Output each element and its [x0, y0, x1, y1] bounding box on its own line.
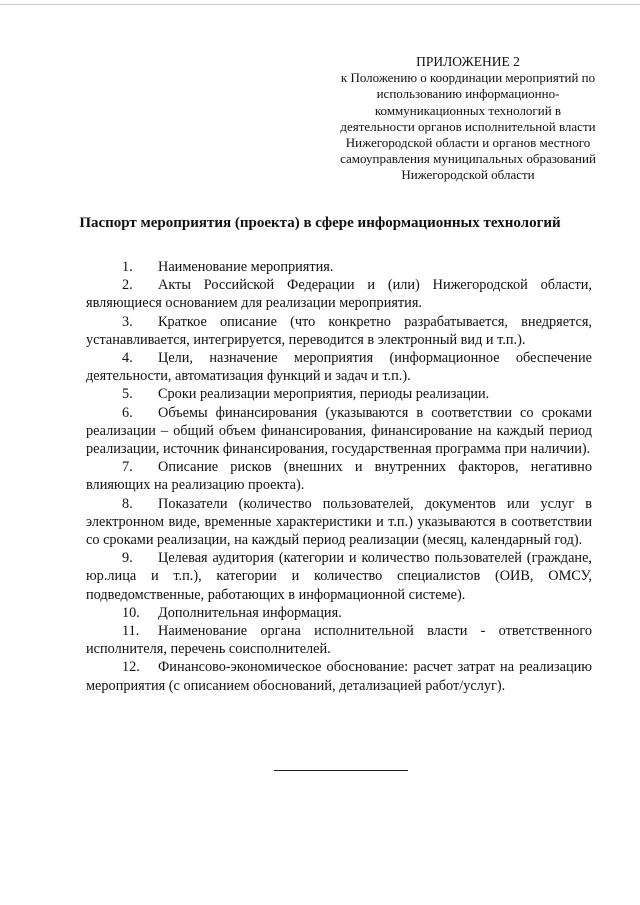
list-item — [86, 495, 592, 550]
item-number: 4. — [122, 350, 133, 367]
item-text: Краткое описание (что конкретно разрабатывается, внедряется, устанавливается, интегрируется, переводится в электронный вид и т.п.). — [86, 313, 592, 348]
item-text: Дополнительная информация. — [158, 604, 342, 621]
appendix-line: использованию информационно- — [376, 86, 560, 102]
item-text: Показатели (количество пользователей, документов или услуг в электронном виде, временные характеристики и т.п.) указываются в соответствии со сроками реализации, на каждый период реализации (месяц, календарный год). — [86, 495, 592, 549]
item-number: 11. — [122, 623, 140, 640]
list-item — [86, 313, 592, 349]
appendix-line: Нижегородской области — [401, 167, 535, 183]
appendix-block — [318, 54, 618, 184]
item-text: Наименование мероприятия. — [158, 259, 334, 275]
item-text: Цели, назначение мероприятия (информационное обеспечение деятельности, автоматизация функций и задач и т.п.). — [86, 350, 592, 385]
list-item — [86, 404, 592, 459]
item-number: 9. — [122, 550, 133, 567]
item-text: Сроки реализации мероприятия, периоды реализации. — [158, 386, 490, 403]
item-text: Объемы финансирования (указываются в соответствии со сроками реализации – общий объем финансирования, финансирование на каждый период реализации, источник финансирования, государственная программа при наличии). — [86, 404, 592, 458]
items-list — [86, 258, 592, 695]
appendix-line: деятельности органов исполнительной власти — [340, 118, 596, 134]
list-item — [86, 549, 592, 604]
item-number: 7. — [122, 459, 133, 476]
list-item — [86, 276, 592, 312]
list-item — [86, 349, 592, 385]
appendix-line: Нижегородской области и органов местного — [345, 135, 591, 151]
list-item — [86, 258, 592, 276]
item-number: 12. — [122, 659, 140, 676]
item-number: 5. — [122, 386, 133, 403]
item-number: 1. — [122, 259, 133, 275]
item-number: 8. — [122, 495, 133, 512]
appendix-line: коммуникационных технологий в — [374, 102, 562, 118]
item-text: Целевая аудитория (категории и количество пользователей (граждане, юр.лица и т.п.), категории и количество специалистов (ОИВ, ОМСУ, подведомственные, работающих в информационной системе). — [86, 550, 592, 603]
appendix-heading: ПРИЛОЖЕНИЕ 2 — [416, 54, 520, 69]
item-text: Наименование органа исполнительной власти - ответственного исполнителя, перечень соисполнителей. — [86, 623, 592, 658]
list-item — [86, 622, 592, 658]
item-text: Финансово-экономическое обоснование: расчет затрат на реализацию мероприятия (с описанием обоснований, детализацией работ/услуг). — [86, 659, 592, 694]
end-separator — [274, 770, 408, 771]
item-number: 10. — [122, 604, 140, 621]
item-text: Акты Российской Федерации и (или) Нижегородской области, являющиеся основанием для реализации мероприятия. — [86, 277, 592, 312]
appendix-line: к Положению о координации мероприятий по — [340, 70, 596, 86]
document-title: Паспорт мероприятия (проекта) в сфере информационных технологий — [79, 215, 561, 231]
list-item — [86, 658, 592, 694]
list-item — [86, 458, 592, 494]
appendix-line: самоуправления муниципальных образований — [340, 151, 596, 167]
list-item — [86, 385, 592, 403]
item-number: 2. — [122, 277, 133, 294]
item-text: Описание рисков (внешних и внутренних факторов, негативно влияющих на реализацию проекта). — [86, 459, 592, 494]
item-number: 3. — [122, 313, 133, 330]
page-top-edge — [0, 4, 640, 5]
list-item — [86, 604, 592, 622]
item-number: 6. — [122, 404, 133, 421]
